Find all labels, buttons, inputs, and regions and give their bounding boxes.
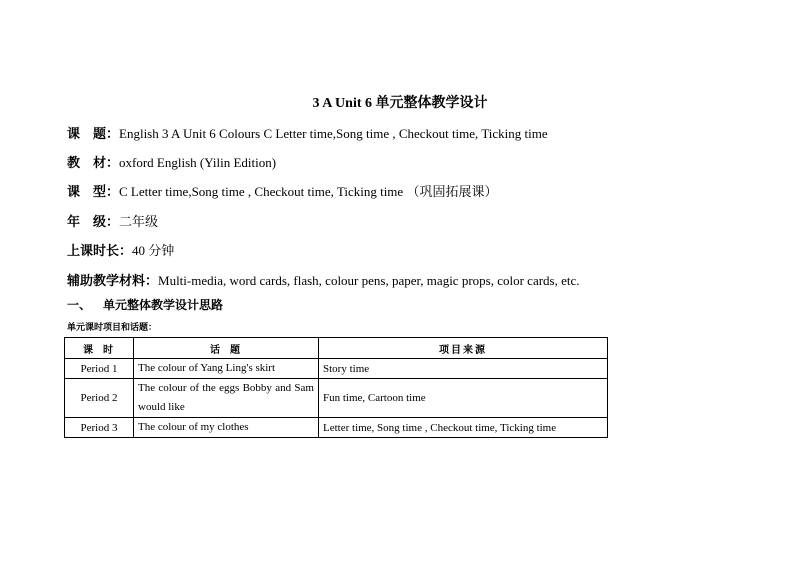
field-grade-value: 二年级 [119,214,159,229]
cell-topic: The colour of the eggs Bobby and Sam would like [134,379,319,418]
header-topic: 话 题 [134,338,319,359]
document-title: 3 A Unit 6 单元整体教学设计 [312,96,488,111]
field-duration-label: 上课时长： [67,243,133,258]
section-title: 单元整体教学设计思路 [103,298,224,312]
table-row [65,418,608,438]
field-topic-label: 课 题： [67,126,120,141]
field-topic [67,123,548,142]
section-heading [67,296,223,313]
field-topic-value: English 3 A Unit 6 Colours C Letter time,Song time , Checkout time, Ticking time [119,126,548,141]
table-row [65,379,608,418]
field-textbook [67,152,276,171]
header-period: 课 时 [65,338,134,359]
field-materials [67,270,580,289]
header-source: 项目来源 [319,338,608,359]
cell-source: Fun time, Cartoon time [319,379,608,418]
table-header-row [65,338,608,359]
field-lesson-type-value: C Letter time,Song time , Checkout time, Ticking time （巩固拓展课） [119,184,498,199]
field-grade-label: 年 级： [67,214,120,229]
field-grade [67,211,158,230]
table-row [65,359,608,379]
cell-period: Period 1 [65,359,134,379]
cell-topic: The colour of Yang Ling's skirt [134,359,319,379]
cell-period: Period 2 [65,379,134,418]
lesson-plan-table [64,337,608,438]
field-materials-label: 辅助教学材料： [67,273,159,288]
field-textbook-label: 教 材： [67,155,120,170]
field-lesson-type-label: 课 型： [67,184,120,199]
cell-topic: The colour of my clothes [134,418,319,438]
field-materials-value: Multi-media, word cards, flash, colour pens, paper, magic props, color cards, etc. [158,273,580,288]
cell-source: Letter time, Song time , Checkout time, Ticking time [319,418,608,438]
table-caption: 单元课时项目和话题： [67,323,158,333]
cell-period: Period 3 [65,418,134,438]
field-duration-value: 40 分钟 [132,243,175,258]
section-number: 一、 [67,298,92,312]
cell-source: Story time [319,359,608,379]
field-duration [67,240,174,259]
field-textbook-value: oxford English (Yilin Edition) [119,155,277,170]
field-lesson-type [67,181,497,200]
